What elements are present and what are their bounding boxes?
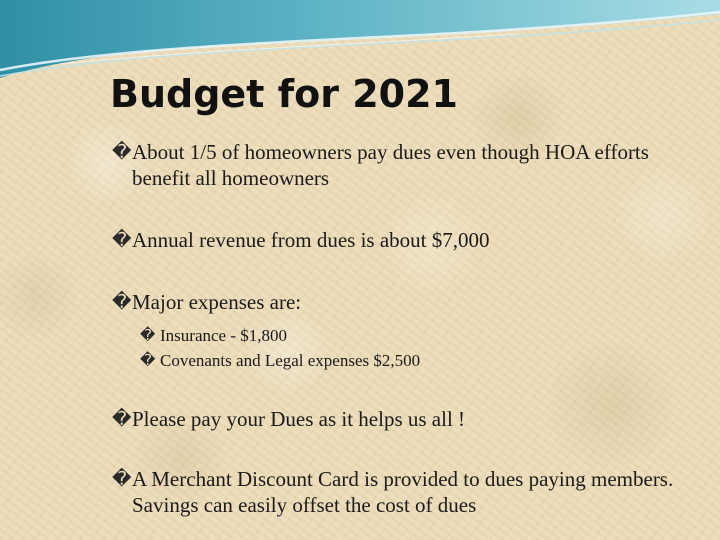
- sub-bullet-item: [140, 348, 712, 373]
- slide-title: Budget for 2021: [110, 72, 458, 116]
- bullet-icon: �: [112, 468, 132, 490]
- bullet-item: [112, 139, 712, 191]
- bullet-text: A Merchant Discount Card is provided to dues paying members. Savings can easily offset the cost of dues: [132, 467, 674, 517]
- sub-bullet-text: Insurance - $1,800: [160, 326, 287, 345]
- bullet-text: Major expenses are:: [132, 290, 302, 314]
- bullet-text: About 1/5 of homeowners pay dues even though HOA efforts benefit all homeowners: [132, 140, 649, 190]
- bullet-icon: �: [112, 408, 132, 430]
- bullet-item: [112, 466, 712, 518]
- bullet-text: Annual revenue from dues is about $7,000: [132, 228, 490, 252]
- bullet-icon: �: [112, 229, 132, 251]
- bullet-icon: �: [112, 141, 132, 163]
- sub-bullet-icon: �: [140, 326, 156, 344]
- bullet-item: [112, 289, 712, 315]
- sub-bullet-list: [112, 323, 712, 373]
- bullet-icon: �: [112, 291, 132, 313]
- sub-bullet-icon: �: [140, 351, 156, 369]
- bullet-item: [112, 406, 712, 432]
- bullet-text: Please pay your Dues as it helps us all !: [132, 407, 466, 431]
- sub-bullet-text: Covenants and Legal expenses $2,500: [160, 351, 421, 370]
- bullet-list: [112, 139, 712, 518]
- sub-bullet-item: [140, 323, 712, 348]
- bullet-item: [112, 227, 712, 253]
